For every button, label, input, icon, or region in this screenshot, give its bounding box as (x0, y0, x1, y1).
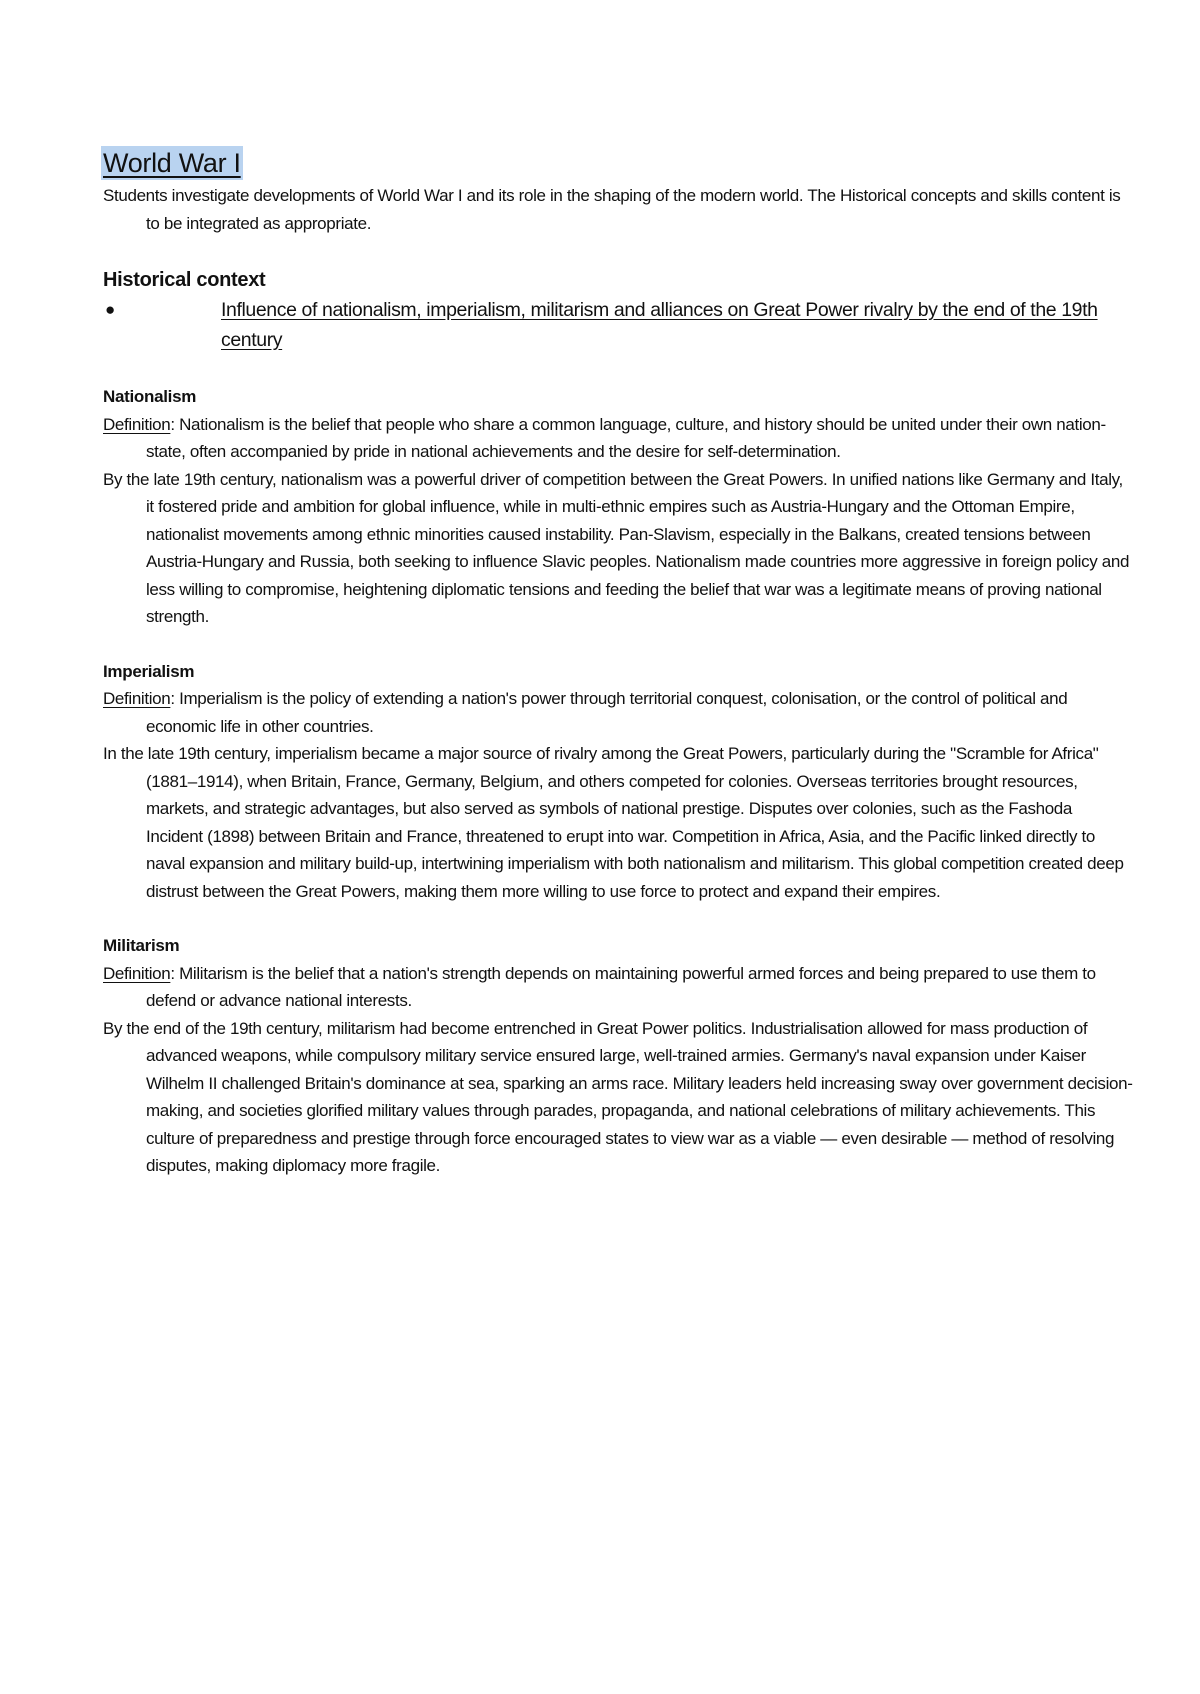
militarism-heading: Militarism (103, 936, 180, 955)
definition-label: Definition (103, 414, 171, 434)
historical-context-heading: Historical context (103, 269, 266, 291)
document-title[interactable]: World War I (103, 148, 241, 178)
definition-text: : Militarism is the belief that a nation's strength depends on maintaining powerful armed forces and being prepared to use them to defend or advance national interests. (146, 963, 1096, 1010)
context-bullet-text: Influence of nationalism, imperialism, militarism and alliances on Great Power rivalry by the end of the 19th century (221, 299, 1098, 351)
nationalism-section (103, 383, 1133, 631)
nationalism-body: By the late 19th century, nationalism was a powerful driver of competition between the Great Powers. In unified nations like Germany and Italy, it fostered pride and ambition for global influence, while in multi-ethnic empires such as Austria-Hungary and the Ottoman Empire, nationalist movements among ethnic minorities caused instability. Pan-Slavism, especially in the Balkans, created tensions between Austria-Hungary and Russia, both seeking to influence Slavic peoples. Nationalism made countries more aggressive in foreign policy and less willing to compromise, heightening diplomatic tensions and feeding the belief that war was a legitimate means of proving national strength. (103, 469, 1130, 626)
nationalism-definition (103, 411, 1133, 466)
definition-label: Definition (103, 689, 171, 708)
context-bullet-item (103, 295, 1133, 355)
definition-label: Definition (103, 963, 171, 983)
militarism-section (103, 932, 1133, 1180)
nationalism-heading: Nationalism (103, 387, 197, 406)
imperialism-heading: Imperialism (103, 661, 195, 681)
intro-paragraph: Students investigate developments of World War I and its role in the shaping of the modern world. The Historical concepts and skills content is to be integrated as appropriate. (103, 186, 1121, 233)
document-page (103, 146, 1133, 1180)
imperialism-section (103, 658, 1133, 906)
bullet-icon: ● (105, 300, 116, 319)
imperialism-definition (103, 685, 1133, 740)
definition-text: : Imperialism is the policy of extending a nation's power through territorial conquest, colonisation, or the control of political and economic life in other countries. (146, 689, 1068, 736)
definition-text: : Nationalism is the belief that people who share a common language, culture, and history should be united under their own nation-state, often accompanied by pride in national achievements and the desire for self-determination. (146, 414, 1106, 461)
militarism-definition (103, 960, 1133, 1015)
militarism-body: By the end of the 19th century, militarism had become entrenched in Great Power politics. Industrialisation allowed for mass production of advanced weapons, while compulsory military service ensured large, well-trained armies. Germany's naval expansion under Kaiser Wilhelm II challenged Britain's dominance at sea, sparking an arms race. Military leaders held increasing sway over government decision-making, and societies glorified military values through parades, propaganda, and national celebrations of military achievements. This culture of preparedness and prestige through force encouraged states to view war as a viable — even desirable — method of resolving disputes, making diplomacy more fragile. (103, 1018, 1133, 1175)
imperialism-body: In the late 19th century, imperialism became a major source of rivalry among the Great Powers, particularly during the "Scramble for Africa" (1881–1914), when Britain, France, Germany, Belgium, and others competed for colonies. Overseas territories brought resources, markets, and strategic advantages, but also served as symbols of national prestige. Disputes over colonies, such as the Fashoda Incident (1898) between Britain and France, threatened to erupt into war. Competition in Africa, Asia, and the Pacific linked directly to naval expansion and military build-up, intertwining imperialism with both nationalism and militarism. This global competition created deep distrust between the Great Powers, making them more willing to use force to protect and expand their empires. (103, 744, 1124, 901)
